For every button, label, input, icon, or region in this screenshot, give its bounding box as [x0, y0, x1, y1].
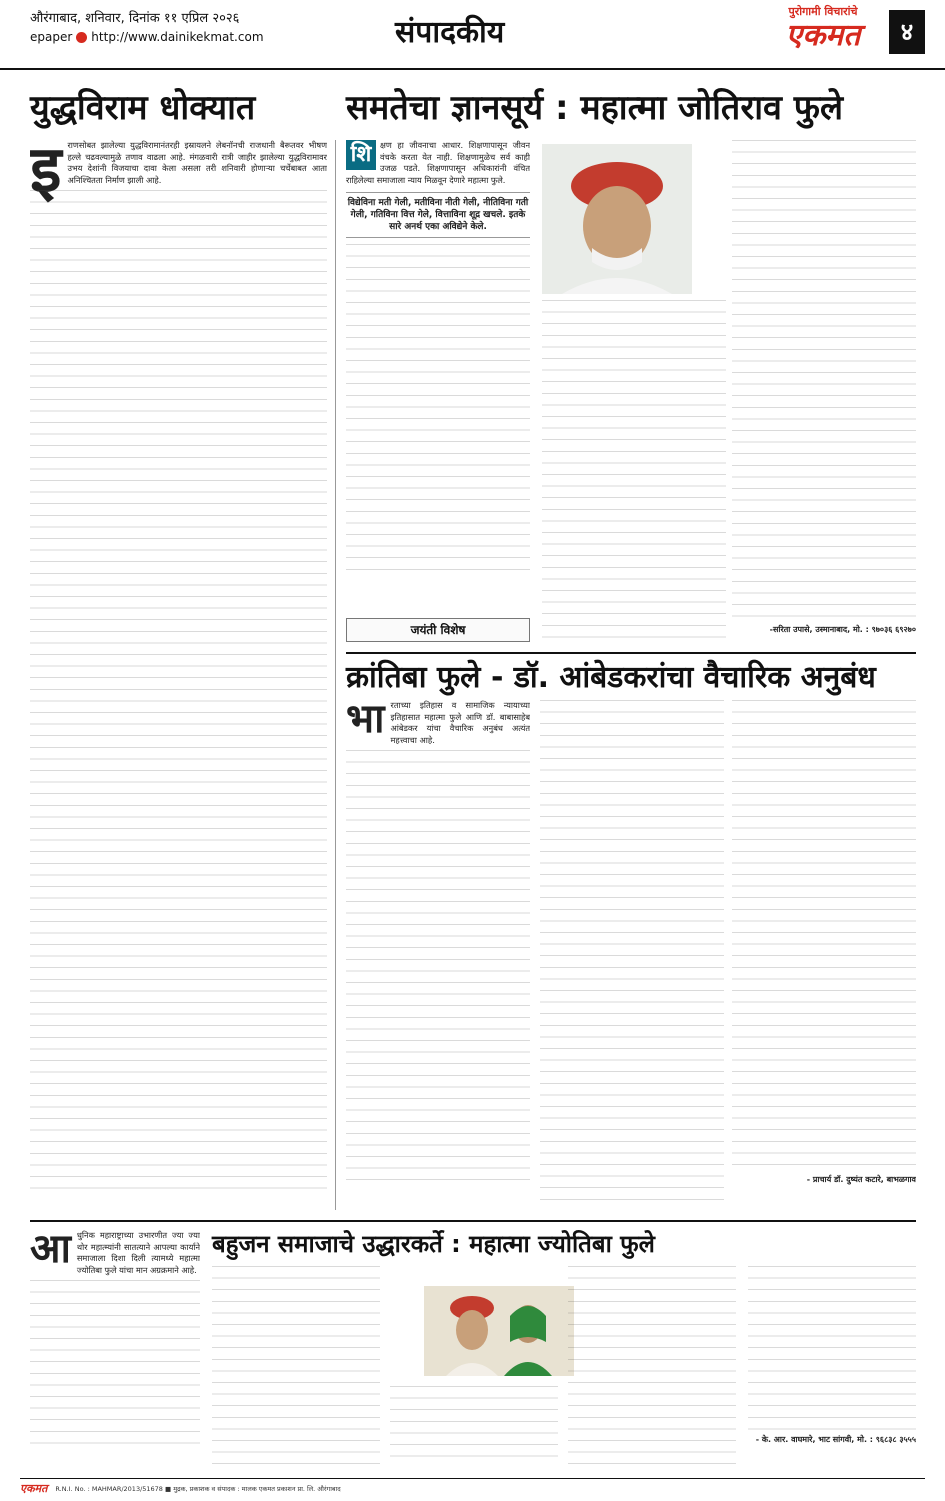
footer-logo: एकमत — [20, 1482, 48, 1495]
logo-tagline: पुरोगामी विचारांचे — [788, 5, 858, 18]
left-article — [30, 140, 336, 1210]
bottom-lead: धुनिक महाराष्ट्राच्या उभारणीत ज्या ज्या थोर महात्म्यांनी सातत्याने आपल्या कार्याने समाजाला दिशा दिली त्यामध्ये महात्मा ज्योतिबा फुले यांचा मान अग्रक्रमाने आहे. — [76, 1230, 200, 1275]
page-number: ४ — [889, 10, 925, 54]
bottom-body-col2 — [212, 1266, 380, 1466]
left-body-text — [30, 190, 327, 1190]
logo-name: एकमत — [785, 18, 861, 53]
bottom-article — [30, 1220, 916, 1470]
mid-lead: रताच्या इतिहास व सामाजिक न्यायाच्या इतिहासात महात्मा फुले आणि डॉ. बाबासाहेब आंबेडकर यांचा वैचारिक अनुबंध अत्यंत महत्त्वाचा आहे. — [390, 700, 530, 745]
dateline: औरंगाबाद, शनिवार, दिनांक ११ एप्रिल २०२६ — [30, 11, 240, 26]
feature-tag: जयंती विशेष — [346, 618, 530, 642]
mid-body-col1 — [346, 750, 530, 1190]
footer-imprint: R.N.I. No. : MAHMAR/2013/51678 ■ मुद्रक, प्रकाशक व संपादक : मालक एकमत प्रकाशन प्रा. लि. औरंगाबाद — [55, 1485, 341, 1493]
phule-couple-illustration — [424, 1286, 574, 1376]
main-body-col1 — [346, 244, 530, 574]
mid-article — [346, 700, 916, 1210]
epaper-label: epaper — [30, 30, 73, 44]
epaper-url[interactable]: http://www.dainikekmat.com — [91, 30, 264, 44]
bottom-body-col1 — [30, 1280, 200, 1450]
mid-body-col3 — [732, 700, 916, 1170]
section-title: संपादकीय — [395, 15, 505, 50]
main-body-col3 — [732, 140, 916, 620]
left-lead: राणसोबत झालेल्या युद्धविरामानंतरही इस्रायलने लेबनॉनची राजधानी बैरूतवर भीषण हल्ले चढवल्यामुळे तणाव वाढला आहे. मंगळवारी रात्री जाहीर झालेल्या युद्धविरामावर उभय देशांनी विजयाचा दावा केला असला तरी शनिवारी होणाऱ्या चर्चेबाबत आता अनिश्चितता निर्माण झाली आहे. — [67, 140, 327, 185]
bottom-body-col5 — [748, 1266, 916, 1430]
bottom-byline: - के. आर. वाघमारे, भाट सांगवी, मो. : ९६८३८ ३५५५ — [755, 1435, 916, 1444]
left-headline: युद्धविराम धोक्यात — [30, 88, 256, 128]
mid-headline: क्रांतिबा फुले - डॉ. आंबेडकरांचा वैचारिक अनुबंध — [346, 652, 916, 698]
phule-portrait — [542, 144, 692, 294]
left-dropcap: इ — [30, 140, 62, 207]
bottom-dropcap: आ — [30, 1230, 71, 1272]
page-footer — [20, 1478, 925, 1498]
main-byline: -सरिता उपासे, उस्मानाबाद, मो. : ९७०३६ ६९२७० — [769, 625, 916, 634]
mid-body-col2 — [540, 700, 724, 1210]
bottom-body-col4 — [568, 1266, 736, 1466]
main-body-col2 — [542, 300, 726, 646]
mid-byline: - प्राचार्य डॉ. दुष्यंत कटारे, बाभळगाव — [806, 1175, 916, 1184]
bottom-body-col3 — [390, 1386, 558, 1466]
masthead-logo — [763, 4, 883, 60]
mid-dropcap: भा — [346, 700, 385, 742]
main-pullquote: विद्येविना मती गेली, मतीविना नीती गेली, नीतिविना गती गेली, गतिविना वित्त गेले, वित्ताविना शूद्र खचले. इतके सारे अनर्थ एका अविद्येने केले. — [346, 192, 530, 238]
main-dropcap: शि — [346, 140, 376, 170]
main-lead: क्षण हा जीवनाचा आधार. शिक्षणापासून जीवन वंचके करता येत नाही. शिक्षणामुळेच सर्व काही उजळ पडते. शिक्षणापासून अधिकारांनी वंचित राहिलेल्या समाजाला न्याय मिळवून देणारे महात्मा फुले. — [346, 140, 530, 185]
main-article — [346, 140, 916, 646]
globe-icon — [76, 32, 87, 43]
main-headline: समतेचा ज्ञानसूर्य : महात्मा जोतिराव फुले — [346, 88, 844, 128]
bottom-headline: बहुजन समाजाचे उद्धारकर्ते : महात्मा ज्योतिबा फुले — [212, 1230, 655, 1258]
epaper-link[interactable] — [30, 30, 264, 44]
page-header — [0, 0, 945, 70]
